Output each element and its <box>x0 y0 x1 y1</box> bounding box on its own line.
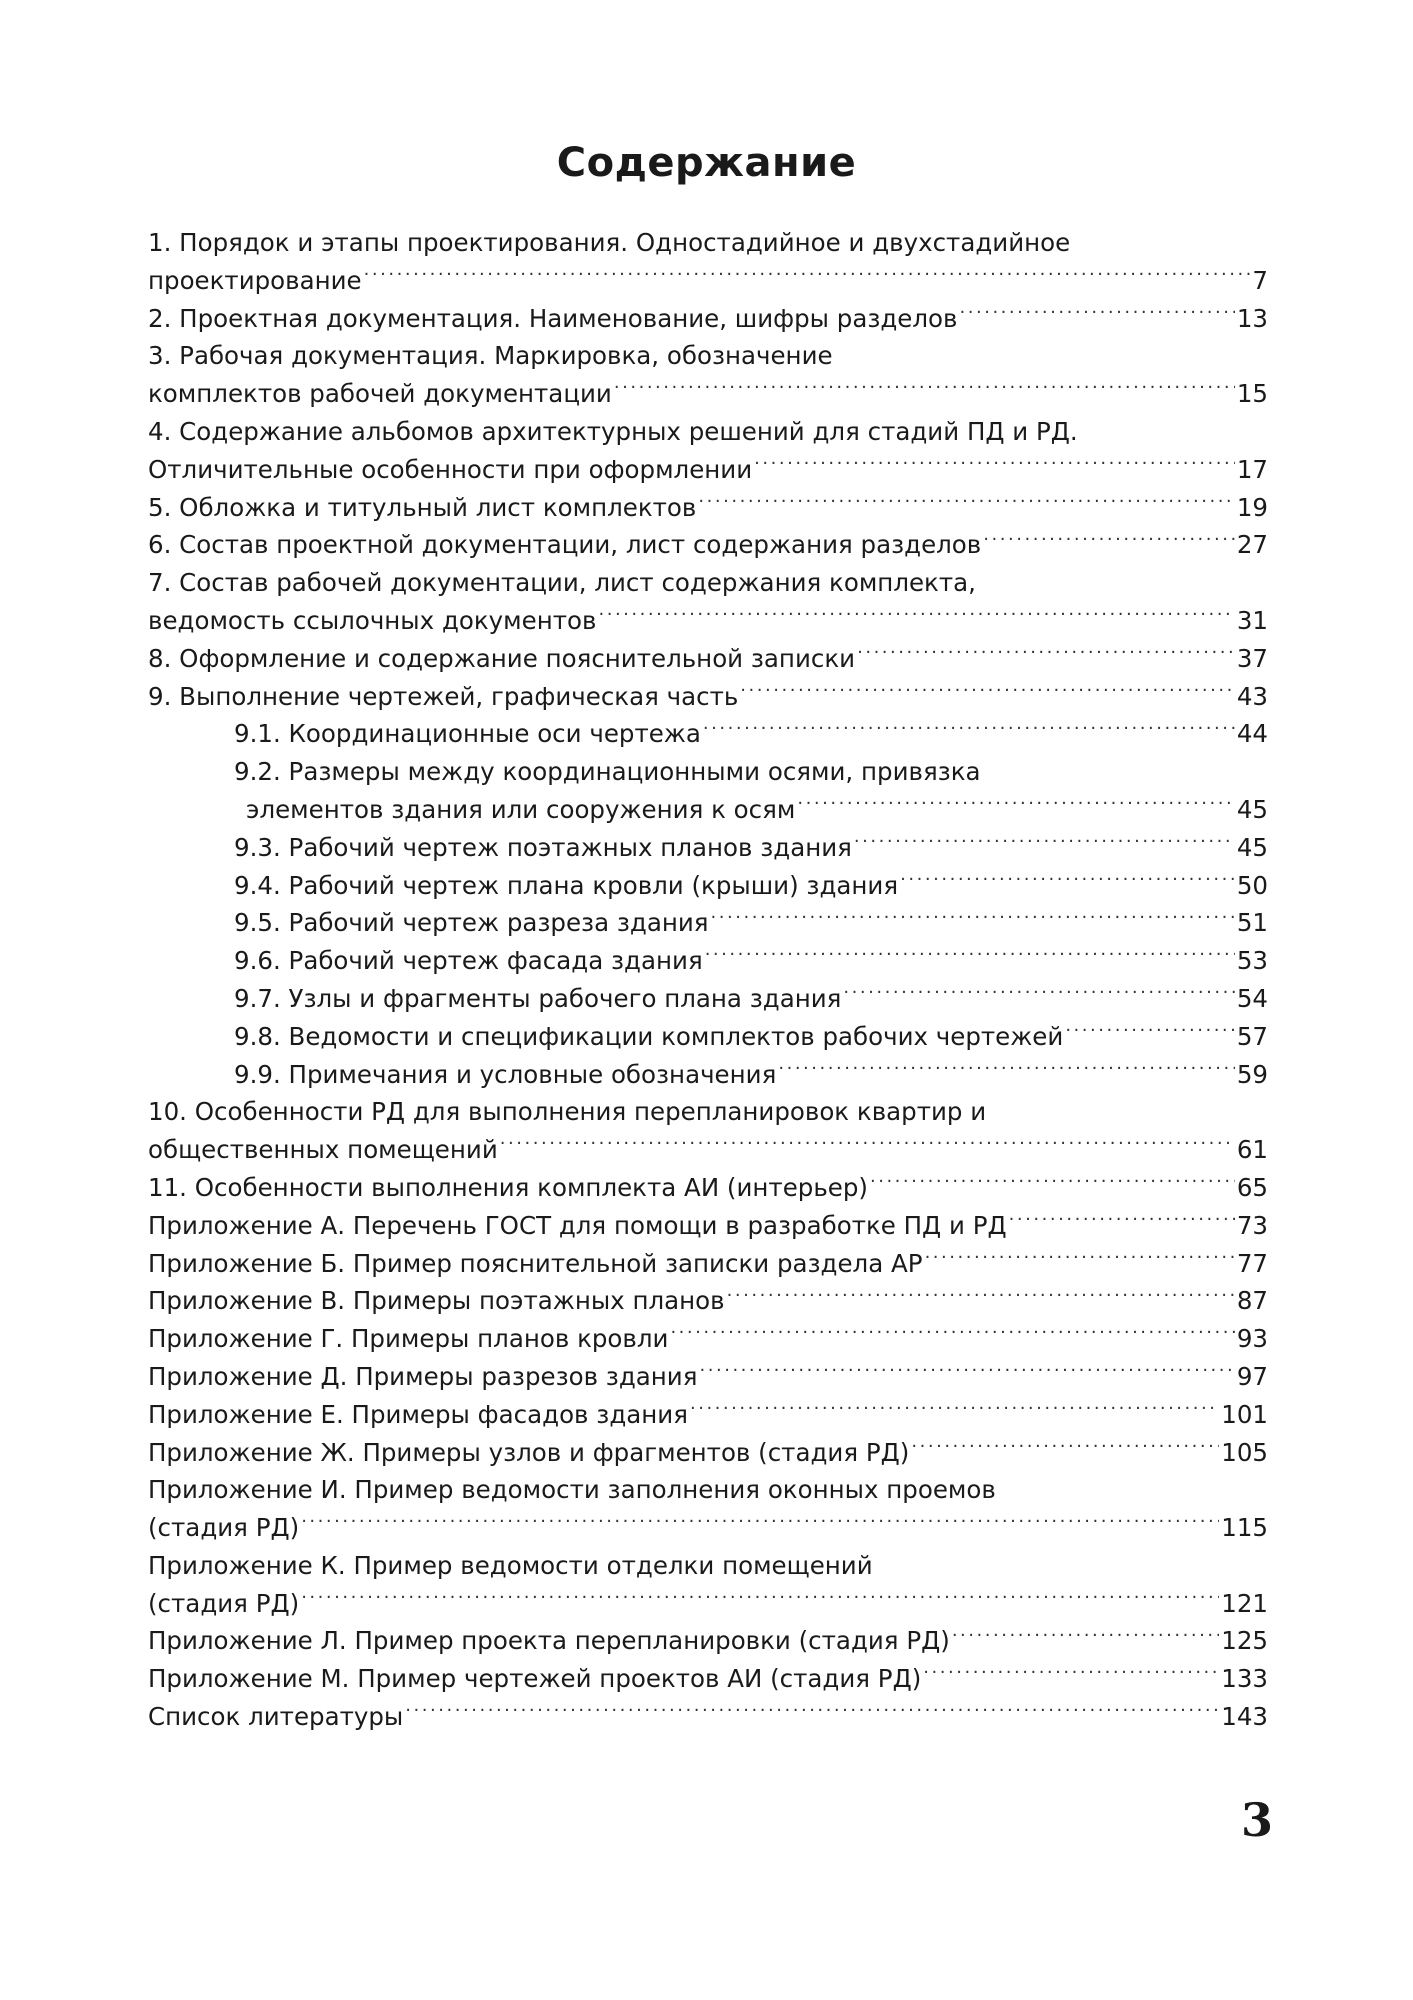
toc-page-number: 97 <box>1236 1361 1268 1391</box>
toc-dot-leader <box>911 1436 1219 1461</box>
toc-page-number: 73 <box>1236 1210 1268 1240</box>
toc-entry-row <box>148 1131 1268 1169</box>
toc-entry <box>148 1396 1268 1434</box>
toc-entry-title: Список литературы <box>148 1702 404 1732</box>
toc-page-number: 45 <box>1236 832 1268 862</box>
toc-entry-row <box>148 526 1268 564</box>
toc-entry-row <box>148 1698 1268 1736</box>
toc-page-number: 27 <box>1236 530 1268 560</box>
toc-page-number: 115 <box>1221 1513 1268 1543</box>
toc-entry <box>148 1471 1268 1547</box>
toc-entry <box>148 1320 1268 1358</box>
toc-page-number: 87 <box>1236 1286 1268 1316</box>
toc-entry-row <box>148 489 1268 527</box>
toc-entry <box>148 1093 1268 1169</box>
toc-dot-leader <box>754 453 1235 478</box>
toc-entry <box>148 1207 1268 1245</box>
toc-page-number: 65 <box>1236 1172 1268 1202</box>
toc-page-number: 143 <box>1221 1702 1268 1732</box>
toc-entry <box>148 1698 1268 1736</box>
toc-entry-title: Приложение Б. Пример пояснительной записки раздела АР <box>148 1248 923 1278</box>
toc-entry-row <box>148 1660 1268 1698</box>
toc-entry <box>148 1282 1268 1320</box>
toc-dot-leader <box>857 642 1235 667</box>
toc-entry-row <box>148 867 1268 905</box>
toc-entry <box>148 1018 1268 1056</box>
toc-dot-leader <box>797 793 1234 818</box>
toc-entry-title: Приложение Е. Примеры фасадов здания <box>148 1399 688 1429</box>
toc-entry <box>148 337 1268 413</box>
toc-page-number: 37 <box>1236 643 1268 673</box>
toc-dot-leader <box>703 718 1235 743</box>
toc-entry-title: общественных помещений <box>148 1135 498 1165</box>
toc-page-number: 45 <box>1236 794 1268 824</box>
toc-page-number: 51 <box>1236 908 1268 938</box>
toc-dot-leader <box>301 1512 1219 1537</box>
toc-entry <box>148 980 1268 1018</box>
toc-page-number: 121 <box>1221 1588 1268 1618</box>
toc-dot-leader <box>1065 1020 1235 1045</box>
toc-page-number: 59 <box>1236 1059 1268 1089</box>
toc-dot-leader <box>301 1587 1219 1612</box>
toc-entry-row <box>148 942 1268 980</box>
toc-entry-row <box>148 1018 1268 1056</box>
toc-entry-title: 9. Выполнение чертежей, графическая часть <box>148 681 739 711</box>
toc-entry <box>148 300 1268 338</box>
toc-dot-leader <box>870 1171 1235 1196</box>
toc-entry-row <box>148 300 1268 338</box>
table-of-contents <box>148 224 1268 1736</box>
toc-entry-title: 9.8. Ведомости и спецификации комплектов рабочих чертежей <box>234 1021 1064 1051</box>
toc-entry <box>148 829 1268 867</box>
toc-dot-leader <box>711 907 1235 932</box>
toc-entry-row <box>148 678 1268 716</box>
toc-entry-title: Приложение В. Примеры поэтажных планов <box>148 1286 725 1316</box>
toc-entry <box>148 678 1268 716</box>
toc-entry-title: 9.9. Примечания и условные обозначения <box>234 1059 777 1089</box>
toc-entry-row <box>148 1282 1268 1320</box>
toc-entry <box>148 867 1268 905</box>
toc-entry-row <box>148 715 1268 753</box>
toc-dot-leader <box>705 945 1235 970</box>
toc-entry-row <box>148 602 1268 640</box>
toc-entry-title: ведомость ссылочных документов <box>148 605 597 635</box>
toc-entry-row <box>148 791 1268 829</box>
toc-dot-leader <box>598 604 1234 629</box>
toc-entry-line: 3. Рабочая документация. Маркировка, обозначение <box>148 341 833 371</box>
toc-entry-title: Приложение Ж. Примеры узлов и фрагментов (стадия РД) <box>148 1437 910 1467</box>
toc-entry-title: 9.4. Рабочий чертеж плана кровли (крыши) здания <box>234 870 899 900</box>
toc-entry-title: 9.5. Рабочий чертеж разреза здания <box>234 908 709 938</box>
toc-entry-title: 11. Особенности выполнения комплекта АИ (интерьер) <box>148 1172 868 1202</box>
toc-entry-title: Приложение Л. Пример проекта перепланировки (стадия РД) <box>148 1626 950 1656</box>
toc-entry <box>148 526 1268 564</box>
toc-entry-title: 9.3. Рабочий чертеж поэтажных планов здания <box>234 832 852 862</box>
toc-dot-leader <box>670 1323 1234 1348</box>
page-title: Содержание <box>556 140 857 186</box>
toc-page-number: 125 <box>1221 1626 1268 1656</box>
toc-entry-line: 1. Порядок и этапы проектирования. Одностадийное и двухстадийное <box>148 228 1071 257</box>
toc-entry-line: 10. Особенности РД для выполнения перепланировок квартир и <box>148 1097 987 1127</box>
toc-dot-leader <box>699 1360 1234 1385</box>
toc-page-number: 101 <box>1221 1399 1268 1429</box>
toc-entry-row <box>148 1358 1268 1396</box>
toc-page-number: 13 <box>1236 303 1268 333</box>
toc-entry <box>148 904 1268 942</box>
toc-dot-leader <box>925 1247 1235 1272</box>
toc-dot-leader <box>900 869 1235 894</box>
toc-page-number: 93 <box>1236 1324 1268 1354</box>
toc-dot-leader <box>405 1701 1219 1726</box>
toc-entry-title: 6. Состав проектной документации, лист содержания разделов <box>148 530 982 560</box>
toc-entry <box>148 942 1268 980</box>
toc-entry-title: (стадия РД) <box>148 1513 300 1543</box>
toc-page-number: 31 <box>1236 605 1268 635</box>
toc-entry-row <box>148 1245 1268 1283</box>
toc-entry-title: Приложение Г. Примеры планов кровли <box>148 1324 669 1354</box>
toc-page-number: 53 <box>1236 946 1268 976</box>
toc-entry-row <box>148 1622 1268 1660</box>
toc-entry-row <box>148 1585 1268 1623</box>
toc-page-number: 43 <box>1236 681 1268 711</box>
toc-entry-title: 9.1. Координационные оси чертежа <box>234 719 701 749</box>
toc-entry <box>148 413 1268 489</box>
toc-entry <box>148 224 1268 300</box>
toc-entry-line: 4. Содержание альбомов архитектурных решений для стадий ПД и РД. <box>148 416 1078 446</box>
toc-entry-row <box>148 829 1268 867</box>
toc-entry <box>148 564 1268 640</box>
toc-entry-title: 5. Обложка и титульный лист комплектов <box>148 492 697 522</box>
toc-page-number: 19 <box>1236 492 1268 522</box>
toc-page-number: 17 <box>1236 454 1268 484</box>
toc-entry-row <box>148 1509 1268 1547</box>
toc-dot-leader <box>740 680 1235 705</box>
toc-entry-line: Приложение К. Пример ведомости отделки помещений <box>148 1550 873 1580</box>
toc-entry-row <box>148 1320 1268 1358</box>
toc-entry <box>148 753 1268 829</box>
toc-entry <box>148 1434 1268 1472</box>
toc-entry <box>148 489 1268 527</box>
toc-page-number: 57 <box>1236 1021 1268 1051</box>
toc-entry-title: 9.6. Рабочий чертеж фасада здания <box>234 946 703 976</box>
toc-dot-leader <box>614 378 1235 403</box>
toc-entry-row <box>148 1056 1268 1094</box>
toc-dot-leader <box>698 491 1234 516</box>
toc-dot-leader <box>364 264 1251 289</box>
toc-entry-title: Отличительные особенности при оформлении <box>148 454 753 484</box>
toc-entry-title: комплектов рабочей документации <box>148 379 612 409</box>
toc-dot-leader <box>843 982 1234 1007</box>
toc-page-number: 44 <box>1236 719 1268 749</box>
toc-entry <box>148 1660 1268 1698</box>
toc-entry-title: 2. Проектная документация. Наименование, шифры разделов <box>148 303 958 333</box>
toc-entry <box>148 1622 1268 1660</box>
toc-entry-title: проектирование <box>148 265 362 295</box>
toc-entry-row <box>148 640 1268 678</box>
toc-entry-row <box>148 904 1268 942</box>
toc-entry-row <box>148 1396 1268 1434</box>
toc-entry <box>148 1547 1268 1623</box>
toc-entry-row <box>148 1434 1268 1472</box>
toc-page-number: 15 <box>1236 379 1268 409</box>
toc-entry-row <box>148 1207 1268 1245</box>
toc-page-number: 7 <box>1252 265 1268 295</box>
toc-entry-row <box>148 1169 1268 1207</box>
toc-entry <box>148 1358 1268 1396</box>
toc-entry-row <box>148 980 1268 1018</box>
toc-dot-leader <box>500 1134 1235 1159</box>
toc-entry-title: (стадия РД) <box>148 1588 300 1618</box>
toc-entry-row <box>148 375 1268 413</box>
toc-page-number: 54 <box>1236 983 1268 1013</box>
toc-entry-row <box>148 451 1268 489</box>
toc-page-number: 50 <box>1236 870 1268 900</box>
toc-entry-title: Приложение Д. Примеры разрезов здания <box>148 1361 698 1391</box>
toc-entry-title: элементов здания или сооружения к осям <box>246 794 796 824</box>
toc-entry-title: Приложение А. Перечень ГОСТ для помощи в разработке ПД и РД <box>148 1210 1007 1240</box>
toc-entry <box>148 1056 1268 1094</box>
toc-page-number: 61 <box>1236 1135 1268 1165</box>
toc-entry-title: Приложение М. Пример чертежей проектов АИ (стадия РД) <box>148 1664 922 1694</box>
toc-entry-title: 8. Оформление и содержание пояснительной записки <box>148 643 856 673</box>
page-number: 3 <box>1240 1793 1273 1847</box>
toc-dot-leader <box>952 1625 1219 1650</box>
toc-entry <box>148 640 1268 678</box>
toc-entry-title: 9.7. Узлы и фрагменты рабочего плана здания <box>234 983 842 1013</box>
toc-entry-line: Приложение И. Пример ведомости заполнения оконных проемов <box>148 1475 996 1505</box>
toc-dot-leader <box>778 1058 1234 1083</box>
toc-dot-leader <box>923 1663 1219 1688</box>
toc-page-number: 77 <box>1236 1248 1268 1278</box>
toc-entry-line: 7. Состав рабочей документации, лист содержания комплекта, <box>148 568 976 598</box>
toc-entry-line: 9.2. Размеры между координационными осями, привязка <box>234 757 981 787</box>
toc-dot-leader <box>959 302 1234 327</box>
toc-dot-leader <box>1009 1209 1235 1234</box>
toc-entry <box>148 1245 1268 1283</box>
toc-dot-leader <box>690 1398 1219 1423</box>
toc-entry <box>148 1169 1268 1207</box>
toc-page-number: 133 <box>1221 1664 1268 1694</box>
toc-dot-leader <box>854 831 1235 856</box>
toc-dot-leader <box>983 529 1235 554</box>
toc-entry-row <box>148 262 1268 300</box>
toc-dot-leader <box>727 1285 1235 1310</box>
toc-page-number: 105 <box>1221 1437 1268 1467</box>
toc-entry <box>148 715 1268 753</box>
